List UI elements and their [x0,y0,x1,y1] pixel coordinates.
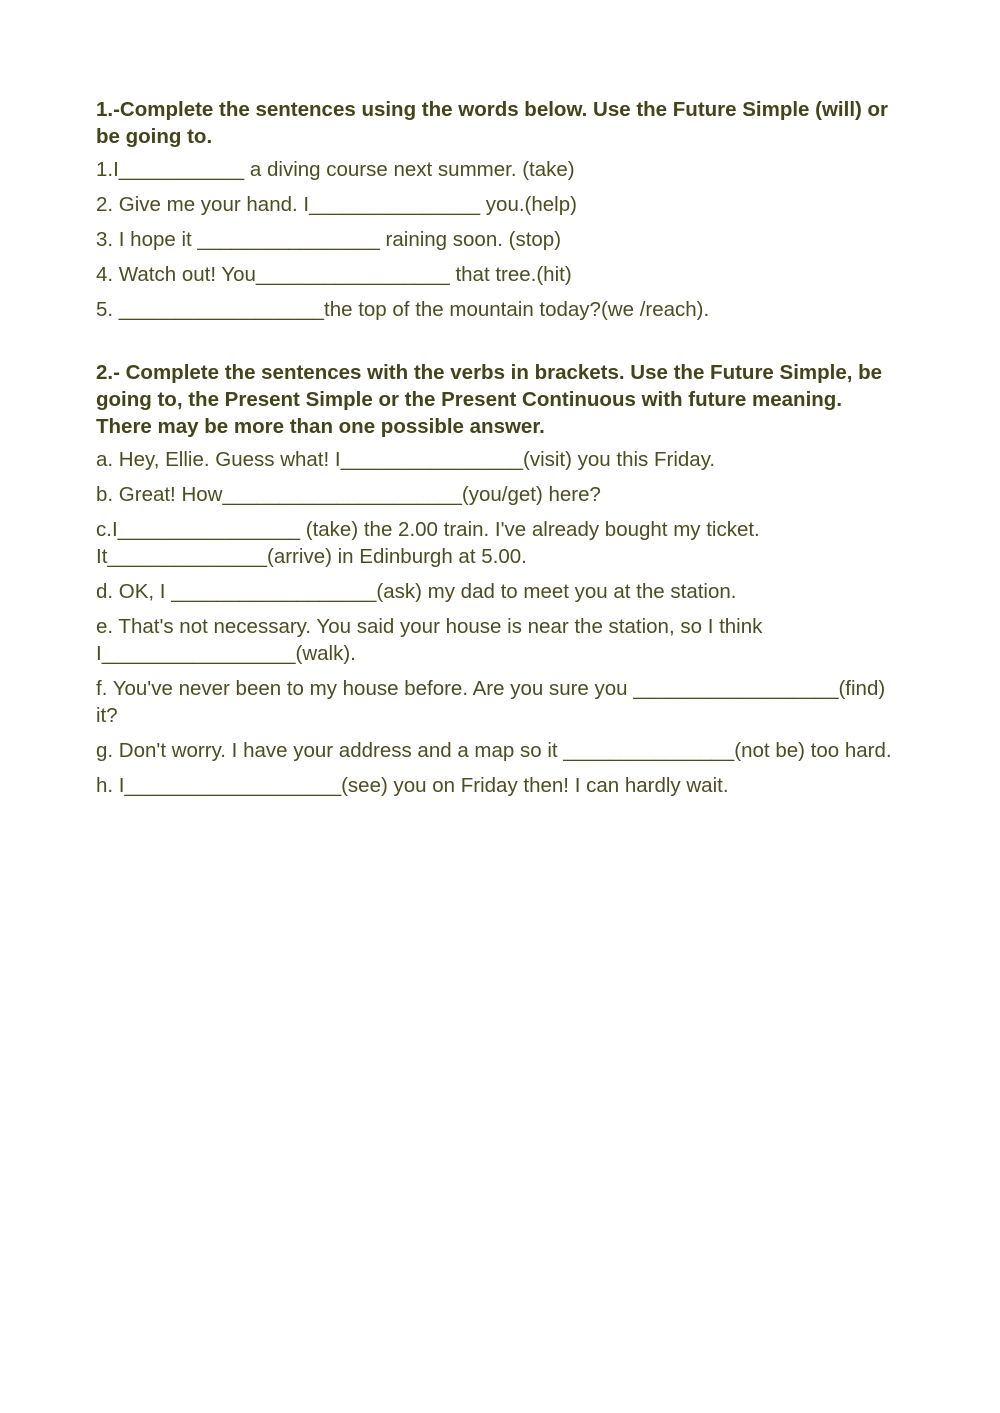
section-1 [96,96,896,323]
exercise-2-item-g: g. Don't worry. I have your address and a map so it _______________(not be) too hard. [96,739,892,762]
section-1-heading: 1.-Complete the sentences using the words below. Use the Future Simple (will) or be going to. [96,98,889,148]
section-2-heading: 2.- Complete the sentences with the verbs in brackets. Use the Future Simple, be going to, the Present Simple or the Present Continuous with future meaning. There may be more than one possible answer. [96,361,883,438]
exercise-2-item-d: d. OK, I __________________(ask) my dad to meet you at the station. [96,580,737,603]
section-2 [96,359,896,799]
exercise-1-item-1: 1.I___________ a diving course next summer. (take) [96,158,575,181]
exercise-2-item-c: c.I________________ (take) the 2.00 train. I've already bought my ticket. It______________(arrive) in Edinburgh at 5.00. [96,518,766,568]
exercise-2-item-b: b. Great! How_____________________(you/get) here? [96,483,601,506]
exercise-2-item-e: e. That's not necessary. You said your house is near the station, so I think I_________________(walk). [96,615,769,665]
exercise-1-item-2: 2. Give me your hand. I_______________ you.(help) [96,193,577,216]
exercise-1-item-5: 5. __________________the top of the mountain today?(we /reach). [96,298,710,321]
exercise-2-item-h: h. I___________________(see) you on Friday then! I can hardly wait. [96,774,729,797]
worksheet-page [96,96,896,807]
exercise-1-item-4: 4. Watch out! You_________________ that tree.(hit) [96,263,572,286]
exercise-2-item-f: f. You've never been to my house before. Are you sure you __________________(find) it? [96,677,891,727]
exercise-1-item-3: 3. I hope it ________________ raining soon. (stop) [96,228,562,251]
exercise-2-item-a: a. Hey, Ellie. Guess what! I________________(visit) you this Friday. [96,448,716,471]
